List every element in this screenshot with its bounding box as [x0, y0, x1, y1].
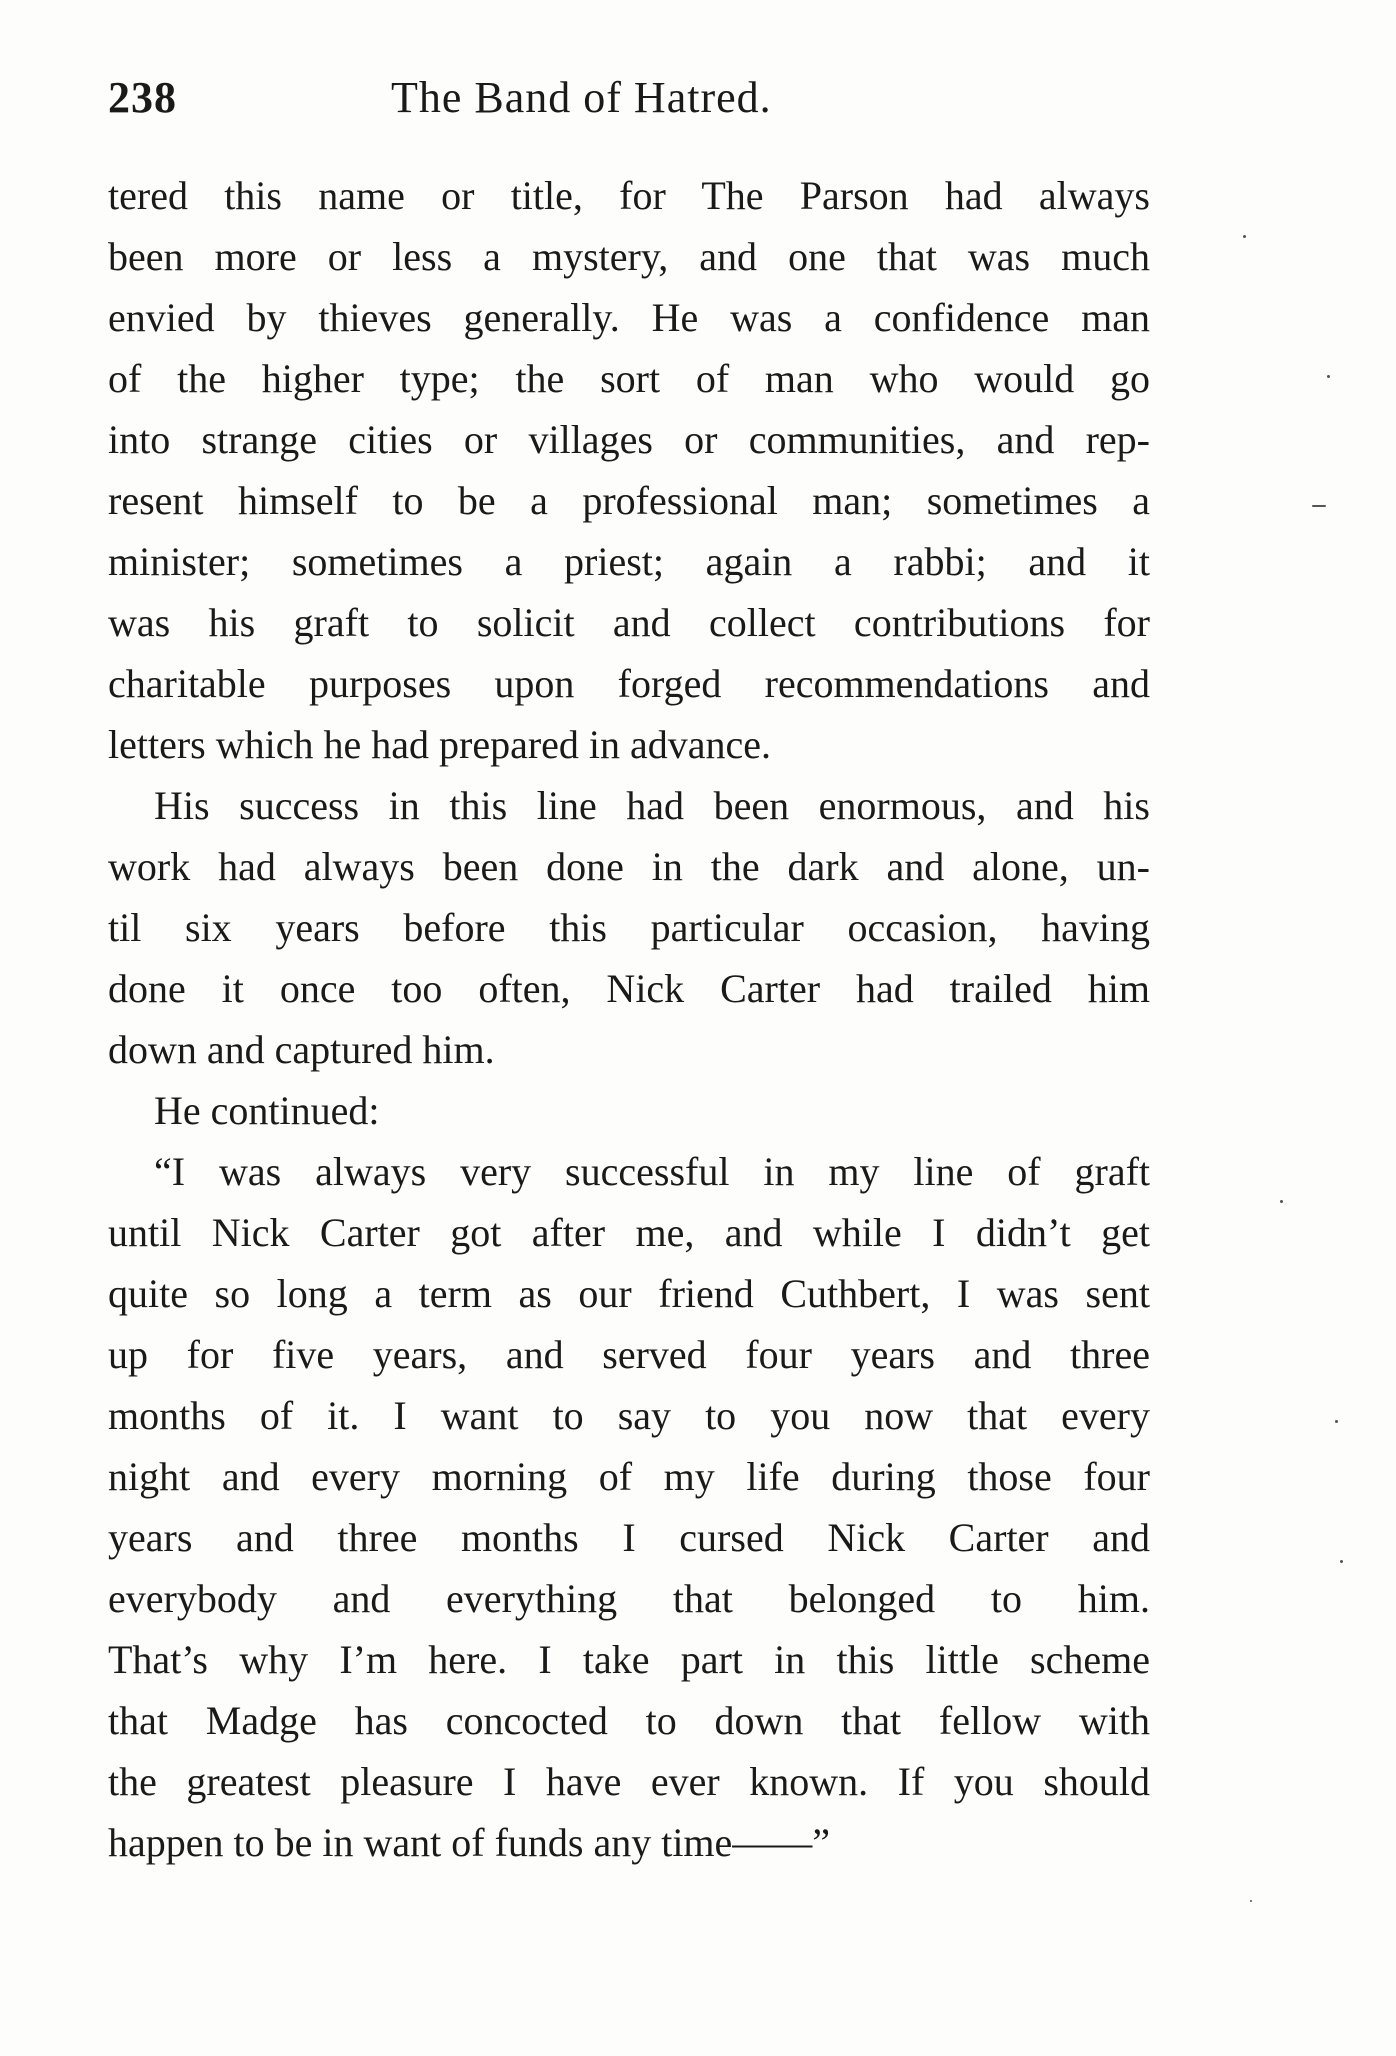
- text-line: months of it. I want to say to you now that every: [108, 1393, 1150, 1438]
- text-line: til six years before this particular occasion, having: [108, 905, 1150, 950]
- text-line: the greatest pleasure I have ever known. If you should: [108, 1759, 1150, 1804]
- text-line: happen to be in want of funds any time——”: [108, 1820, 831, 1865]
- scan-speck: [1340, 1560, 1343, 1563]
- text-line: night and every morning of my life during those four: [108, 1454, 1150, 1499]
- running-title: The Band of Hatred.: [391, 73, 772, 122]
- text-line: that Madge has concocted to down that fellow with: [108, 1698, 1150, 1743]
- text-line: work had always been done in the dark and alone, un-: [108, 844, 1150, 889]
- text-line: everybody and everything that belonged to him.: [108, 1576, 1150, 1621]
- page-number: 238: [108, 73, 177, 122]
- text-line: charitable purposes upon forged recommendations and: [108, 661, 1150, 706]
- text-line: That’s why I’m here. I take part in this little scheme: [108, 1637, 1150, 1682]
- text-line: done it once too often, Nick Carter had trailed him: [108, 966, 1150, 1011]
- scan-speck: [1327, 375, 1330, 378]
- paragraph-3: [108, 1080, 1150, 1141]
- text-line: into strange cities or villages or communities, and rep-: [108, 417, 1150, 462]
- running-header: [108, 72, 1158, 132]
- text-line: years and three months I cursed Nick Carter and: [108, 1515, 1150, 1560]
- paragraph-1: [108, 165, 1150, 775]
- text-line: until Nick Carter got after me, and while I didn’t get: [108, 1210, 1150, 1255]
- text-line: quite so long a term as our friend Cuthbert, I was sent: [108, 1271, 1150, 1316]
- scan-speck: [1280, 1200, 1283, 1203]
- scan-speck: [1243, 235, 1246, 238]
- text-line: “I was always very successful in my line of graft: [154, 1149, 1150, 1194]
- text-line: up for five years, and served four years and three: [108, 1332, 1150, 1377]
- text-line: His success in this line had been enormous, and his: [154, 783, 1150, 828]
- text-line: down and captured him.: [108, 1027, 495, 1072]
- paragraph-2: [108, 775, 1150, 1080]
- text-line: minister; sometimes a priest; again a rabbi; and it: [108, 539, 1150, 584]
- text-line: of the higher type; the sort of man who would go: [108, 356, 1150, 401]
- text-line: resent himself to be a professional man; sometimes a: [108, 478, 1150, 523]
- scan-speck: [1312, 505, 1326, 507]
- body-text: [108, 165, 1150, 1873]
- text-line: envied by thieves generally. He was a confidence man: [108, 295, 1150, 340]
- scan-speck: [1250, 1900, 1252, 1902]
- paragraph-4: [108, 1141, 1150, 1873]
- text-line: tered this name or title, for The Parson had always: [108, 173, 1150, 218]
- text-line: letters which he had prepared in advance.: [108, 722, 772, 767]
- text-line: was his graft to solicit and collect contributions for: [108, 600, 1150, 645]
- text-line: been more or less a mystery, and one that was much: [108, 234, 1150, 279]
- text-line: He continued:: [154, 1088, 380, 1133]
- scan-speck: [1335, 1420, 1338, 1423]
